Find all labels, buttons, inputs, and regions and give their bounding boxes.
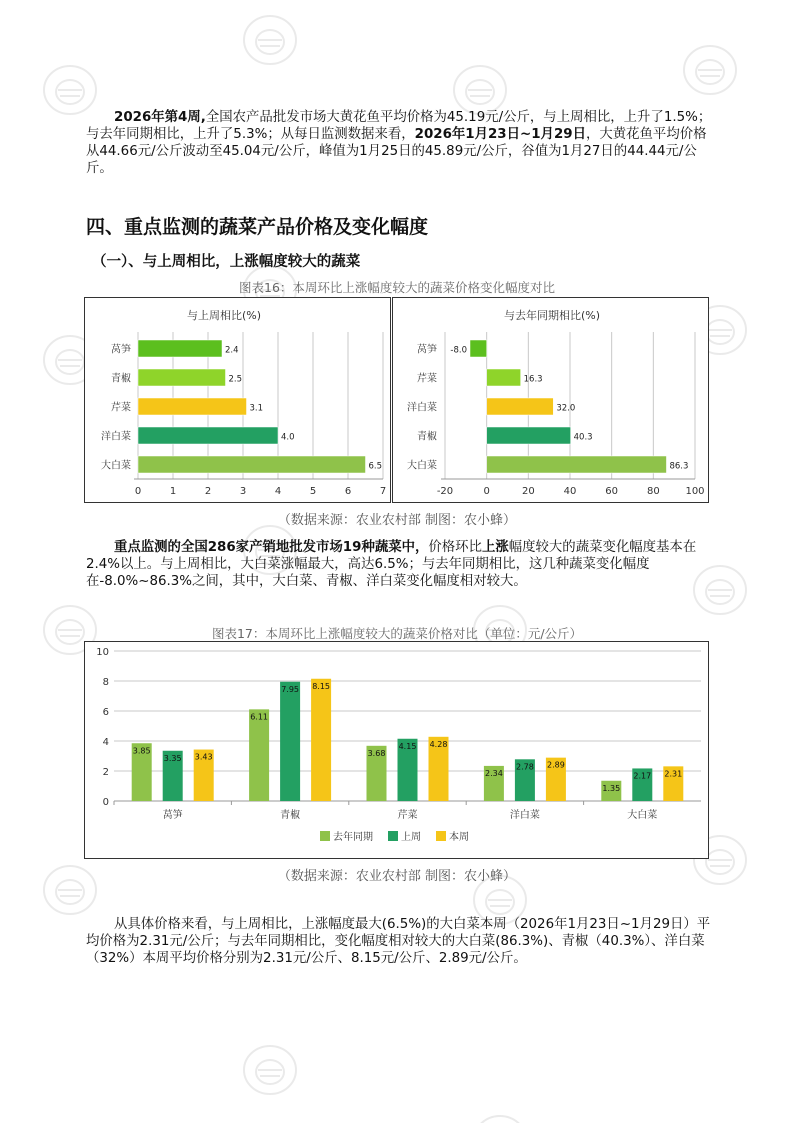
bar-value-label: 2.78: [515, 762, 534, 772]
figure16-caption: 图表16：本周环比上涨幅度较大的蔬菜价格变化幅度对比: [239, 280, 555, 295]
paragraph-text: 从具体价格来看，与上周相比，上涨幅度最大(6.5%)的大白菜本周（2026年1月23日~1月29日）平均价格为2.31元/公斤；与去年同期相比，变化幅度相对较大的大白菜(86.3%)、青椒（40.3%）、洋白菜（32%）本周平均价格分别为2.31元/公斤、8.15元/公斤、2.89元/公斤。: [86, 917, 711, 966]
y-category-label: 洋白菜: [101, 431, 131, 443]
chart-frame: [85, 642, 709, 859]
x-category-label: 青椒: [280, 810, 301, 821]
bar-value-label: 4.0: [281, 432, 295, 443]
paragraph-week-bold: 2026年第4周,: [114, 110, 206, 125]
bar-value-label: 3.68: [367, 748, 386, 758]
watermark-bee-icon: [44, 66, 96, 114]
chart-title: 与去年同期相比(%): [503, 309, 601, 322]
y-tick-label: 0: [102, 797, 109, 808]
x-tick-label: 100: [685, 486, 705, 497]
watermark-bee-icon: [474, 1116, 526, 1123]
bar-value-label: 3.35: [163, 753, 182, 763]
legend-swatch: [320, 831, 330, 841]
x-category-label: 芹菜: [397, 810, 418, 821]
paragraph-date-bold: 2026年1月23日~1月29日: [414, 127, 586, 142]
watermark-bee-icon: [454, 66, 506, 114]
figure17-caption: 图表17：本周环比上涨幅度较大的蔬菜价格对比（单位：元/公斤）: [211, 626, 583, 641]
y-category-label: 洋白菜: [407, 402, 437, 414]
paragraph-text: 价格环比: [428, 540, 482, 555]
figure17-chart: [84, 641, 710, 859]
x-tick-label: 0: [483, 486, 490, 497]
x-category-label: 莴笋: [162, 810, 183, 821]
paragraph-text: ，大黄花鱼平均价格从44.66元/公斤波动至45.04元/公斤，峰值为1月25日的45.89元/公斤，谷值为1月27日的44.44元/公斤。: [86, 127, 707, 176]
y-category-label: 芹菜: [111, 402, 131, 414]
bar: [470, 340, 487, 357]
watermark-bee-icon: [244, 1046, 296, 1094]
bar-value-label: 3.85: [132, 746, 151, 756]
x-tick-label: 5: [309, 486, 317, 497]
bar: [487, 369, 521, 386]
legend-swatch: [436, 831, 446, 841]
x-tick-label: 7: [379, 486, 387, 497]
section-heading: 四、重点监测的蔬菜产品价格及变化幅度: [86, 216, 429, 238]
paragraph-vegetable-summary: [86, 539, 712, 590]
x-category-label: 大白菜: [627, 810, 658, 821]
x-tick-label: 3: [239, 486, 247, 497]
y-tick-label: 2: [102, 767, 109, 778]
bar: [138, 427, 278, 444]
bar: [138, 369, 226, 386]
y-category-label: 大白菜: [101, 460, 131, 472]
bar-value-label: 1.35: [602, 783, 621, 793]
x-category-label: 洋白菜: [509, 810, 540, 821]
bar: [138, 398, 247, 415]
bar-value-label: 4.15: [398, 741, 417, 751]
y-tick-label: 8: [102, 677, 109, 688]
figure16-chart: [84, 297, 710, 503]
subsection-heading: （一）、与上周相比，上涨幅度较大的蔬菜: [92, 254, 361, 270]
y-tick-label: 10: [96, 647, 109, 658]
bar-value-label: 86.3: [669, 461, 689, 472]
bar-value-label: 2.4: [225, 345, 239, 356]
figure16-source: （数据来源：农业农村部 制图：农小蜂）: [277, 513, 517, 528]
bar-value-label: 2.89: [546, 760, 565, 770]
x-tick-label: 20: [521, 486, 535, 497]
bar-value-label: 3.43: [194, 752, 213, 762]
bar-value-label: 2.17: [633, 771, 652, 781]
x-tick-label: 4: [274, 486, 282, 497]
bar-value-label: 6.11: [250, 712, 269, 722]
bar-value-label: 2.34: [484, 768, 503, 778]
paragraph-bold: 上涨: [481, 540, 509, 555]
x-tick-label: 1: [169, 486, 177, 497]
bar: [487, 427, 571, 444]
y-category-label: 大白菜: [407, 460, 437, 472]
bar-value-label: -8.0: [450, 345, 467, 356]
legend-swatch: [388, 831, 398, 841]
y-category-label: 青椒: [111, 373, 131, 385]
bar: [487, 398, 554, 415]
figure17-source: （数据来源：农业农村部 制图：农小蜂）: [277, 869, 517, 884]
x-tick-label: 60: [605, 486, 619, 497]
bar: [280, 682, 300, 801]
paragraph-text: 全国农产品批发市场大黄花鱼平均价格为45.19元/公斤，与上周相比，上升了1.5%；与去年同期相比，上升了5.3%；从每日监测数据来看，: [86, 110, 712, 142]
x-tick-label: 0: [134, 486, 142, 497]
legend-label: 去年同期: [333, 832, 373, 843]
bar-value-label: 2.31: [664, 769, 683, 779]
x-tick-label: 80: [646, 486, 660, 497]
bar-value-label: 2.5: [228, 374, 243, 385]
bar-value-label: 40.3: [573, 432, 593, 443]
y-category-label: 芹菜: [417, 373, 437, 385]
legend-label: 上周: [401, 832, 421, 843]
y-tick-label: 6: [102, 707, 109, 718]
bar-value-label: 32.0: [556, 403, 576, 414]
bar: [487, 456, 667, 473]
bar: [249, 709, 269, 801]
x-tick-label: 2: [204, 486, 212, 497]
bar: [138, 456, 366, 473]
bar: [311, 679, 331, 801]
y-category-label: 莴笋: [111, 344, 131, 356]
bar-value-label: 4.28: [429, 739, 448, 749]
paragraph-bold: 重点监测的全国286家产销地批发市场19种蔬菜中，: [114, 540, 429, 555]
legend-label: 本周: [449, 832, 469, 843]
x-tick-label: 6: [344, 486, 352, 497]
x-tick-label: 40: [563, 486, 577, 497]
paragraph-text: 幅度较大的蔬菜变化幅度基本在2.4%以上。与上周相比，大白菜涨幅最大，高达6.5%；与去年同期相比，这几种蔬菜变化幅度在-8.0%~86.3%之间，其中，大白菜、青椒、洋白菜变化幅度相对较大。: [86, 540, 697, 589]
bar: [138, 340, 222, 357]
watermark-bee-icon: [684, 46, 736, 94]
paragraph-fish-price: [86, 109, 712, 177]
bar-value-label: 7.95: [281, 684, 300, 694]
bar-value-label: 6.5: [368, 461, 383, 472]
bar-value-label: 16.3: [523, 374, 543, 385]
y-tick-label: 4: [102, 737, 109, 748]
y-category-label: 青椒: [417, 431, 437, 443]
paragraph-price-detail: [86, 916, 712, 967]
y-category-label: 莴笋: [417, 344, 437, 356]
chart-title: 与上周相比(%): [186, 309, 262, 322]
watermark-bee-icon: [244, 16, 296, 64]
bar-value-label: 3.1: [249, 403, 264, 414]
x-tick-label: -20: [436, 486, 454, 497]
bar-value-label: 8.15: [312, 681, 331, 691]
